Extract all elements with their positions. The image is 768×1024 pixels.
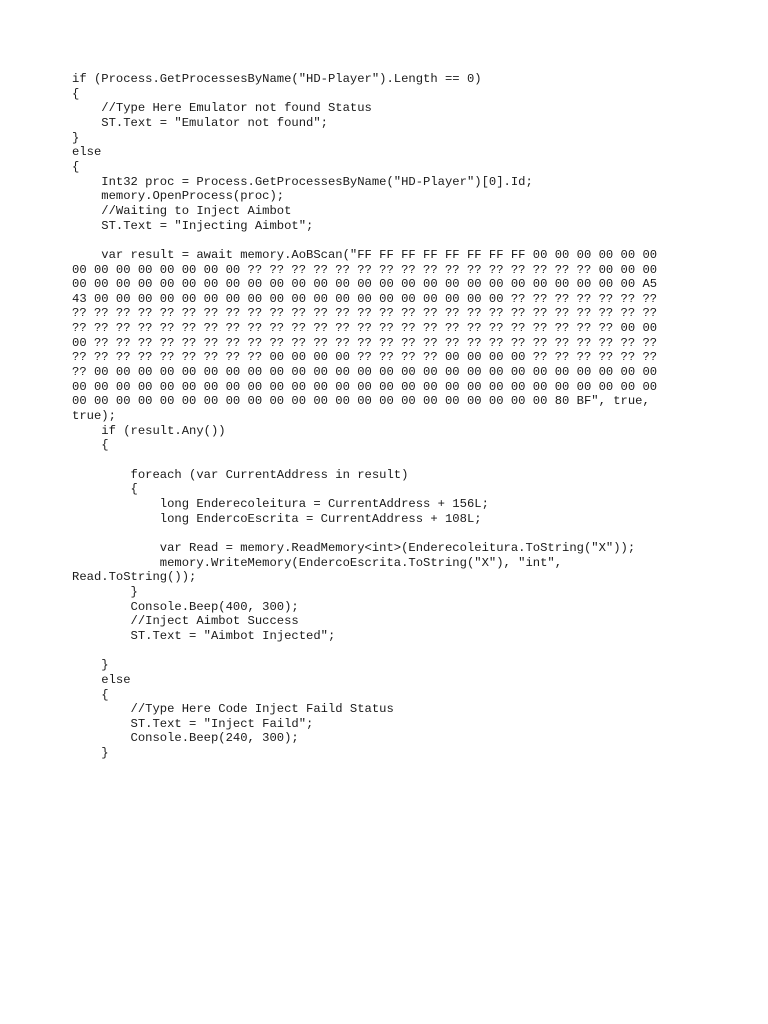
- code-line: 00 00 00 00 00 00 00 00 00 00 00 00 00 00 00 00 00 00 00 00 00 00 00 00 00 00 A5: [72, 277, 658, 292]
- code-line: }: [72, 130, 80, 145]
- code-line: }: [72, 658, 109, 673]
- code-line: Int32 proc = Process.GetProcessesByName("HD-Player")[0].Id;: [72, 174, 533, 189]
- code-line: }: [72, 584, 138, 599]
- code-line: Read.ToString());: [72, 570, 197, 585]
- code-line: true);: [72, 409, 116, 424]
- code-line: ?? 00 00 00 00 00 00 00 00 00 00 00 00 00 00 00 00 00 00 00 00 00 00 00 00 00 00: [72, 365, 658, 380]
- code-line: ST.Text = "Aimbot Injected";: [72, 628, 336, 643]
- code-line: {: [72, 438, 109, 453]
- code-line: ?? ?? ?? ?? ?? ?? ?? ?? ?? 00 00 00 00 ?? ?? ?? ?? 00 00 00 00 ?? ?? ?? ?? ?? ??: [72, 350, 658, 365]
- code-line: ST.Text = "Inject Faild";: [72, 716, 314, 731]
- code-line: [72, 233, 702, 248]
- code-block: [72, 72, 702, 761]
- code-line: ST.Text = "Emulator not found";: [72, 115, 328, 130]
- code-line: ST.Text = "Injecting Aimbot";: [72, 218, 314, 233]
- code-line: if (Process.GetProcessesByName("HD-Player").Length == 0): [72, 72, 482, 86]
- code-line: ?? ?? ?? ?? ?? ?? ?? ?? ?? ?? ?? ?? ?? ?? ?? ?? ?? ?? ?? ?? ?? ?? ?? ?? ?? ?? ??: [72, 306, 658, 321]
- code-line: 00 ?? ?? ?? ?? ?? ?? ?? ?? ?? ?? ?? ?? ?? ?? ?? ?? ?? ?? ?? ?? ?? ?? ?? ?? ?? ??: [72, 335, 658, 350]
- code-line: memory.WriteMemory(EndercoEscrita.ToString("X"), "int",: [72, 555, 563, 570]
- code-line: 00 00 00 00 00 00 00 00 00 00 00 00 00 00 00 00 00 00 00 00 00 00 80 BF", true,: [72, 394, 650, 409]
- code-line: long EndercoEscrita = CurrentAddress + 108L;: [72, 511, 482, 526]
- code-line: foreach (var CurrentAddress in result): [72, 467, 409, 482]
- code-line: //Type Here Code Inject Faild Status: [72, 702, 394, 717]
- code-line: {: [72, 159, 80, 174]
- code-line: long Enderecoleitura = CurrentAddress + 156L;: [72, 497, 489, 511]
- code-line: [72, 644, 702, 659]
- code-line: {: [72, 86, 80, 101]
- code-line: //Inject Aimbot Success: [72, 614, 299, 629]
- code-line: 43 00 00 00 00 00 00 00 00 00 00 00 00 00 00 00 00 00 00 00 ?? ?? ?? ?? ?? ?? ??: [72, 291, 658, 306]
- code-line: }: [72, 746, 109, 761]
- code-line: else: [72, 672, 131, 687]
- code-line: [72, 526, 702, 541]
- code-line: 00 00 00 00 00 00 00 00 ?? ?? ?? ?? ?? ?? ?? ?? ?? ?? ?? ?? ?? ?? ?? ?? 00 00 00: [72, 262, 658, 277]
- code-line: //Type Here Emulator not found Status: [72, 101, 372, 116]
- code-line: else: [72, 145, 102, 160]
- code-line: //Waiting to Inject Aimbot: [72, 203, 292, 218]
- code-line: {: [72, 482, 138, 497]
- code-line: {: [72, 687, 109, 702]
- code-line: var Read = memory.ReadMemory<int>(Enderecoleitura.ToString("X"));: [72, 540, 636, 555]
- code-line: if (result.Any()): [72, 423, 226, 438]
- code-line: ?? ?? ?? ?? ?? ?? ?? ?? ?? ?? ?? ?? ?? ?? ?? ?? ?? ?? ?? ?? ?? ?? ?? ?? ?? 00 00: [72, 321, 658, 336]
- code-line: memory.OpenProcess(proc);: [72, 189, 285, 204]
- code-line: Console.Beep(400, 300);: [72, 599, 299, 614]
- code-line: var result = await memory.AoBScan("FF FF FF FF FF FF FF FF 00 00 00 00 00 00: [72, 247, 658, 262]
- code-line: 00 00 00 00 00 00 00 00 00 00 00 00 00 00 00 00 00 00 00 00 00 00 00 00 00 00 00: [72, 379, 658, 394]
- code-line: Console.Beep(240, 300);: [72, 731, 299, 746]
- code-line: [72, 453, 702, 468]
